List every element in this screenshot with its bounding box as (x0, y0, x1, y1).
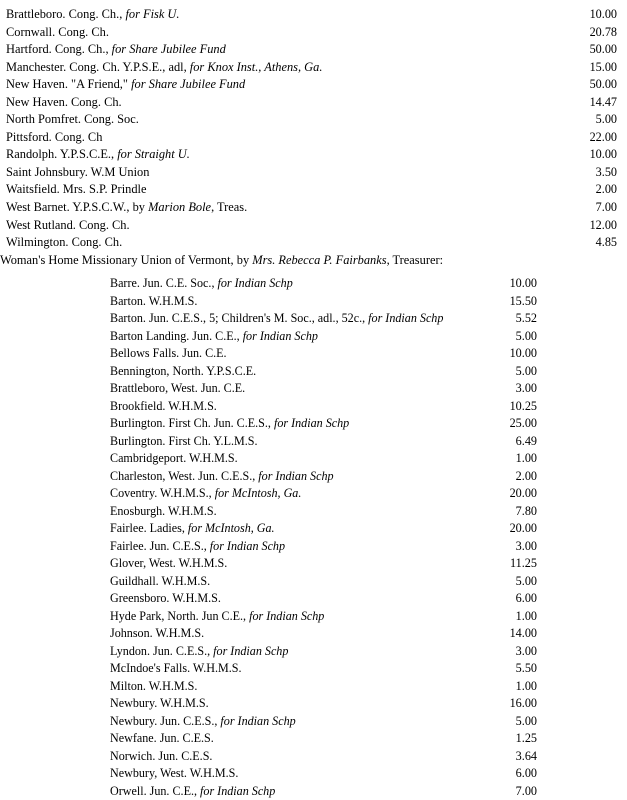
entry-label (6, 6, 179, 24)
entry-row (110, 660, 619, 678)
entry-label (6, 76, 245, 94)
entry-label-text: Saint Johnsbury. W.M Union (6, 164, 150, 179)
entry-label-text: Bennington, North. Y.P.S.C.E. (110, 363, 257, 378)
entry-row (110, 450, 619, 468)
entry-label (6, 111, 139, 129)
entry-amount: 12.00 (589, 217, 617, 232)
entry-label (6, 41, 226, 59)
entry-amount: 6.00 (515, 591, 537, 606)
entry-label-text: Bellows Falls. Jun. C.E. (110, 346, 227, 361)
entry-label-text: West Rutland. Cong. Ch. (6, 217, 130, 232)
entry-row (6, 94, 619, 112)
entry-amount: 50.00 (589, 77, 617, 92)
entry-amount: 5.00 (515, 713, 537, 728)
entry-label-text: Enosburgh. W.H.M.S. (110, 503, 217, 518)
entry-label-text: Randolph. Y.P.S.C.E., (6, 147, 118, 162)
entry-amount: 5.00 (595, 112, 617, 127)
entry-label (6, 164, 149, 182)
entry-row (6, 181, 619, 199)
entry-label (6, 129, 102, 147)
entry-row (6, 199, 619, 217)
entry-row (110, 678, 619, 696)
entry-amount: 1.00 (515, 678, 537, 693)
entry-label (6, 217, 130, 235)
entry-designation: for Indian Schp (368, 311, 444, 326)
entry-amount: 3.50 (595, 164, 617, 179)
entry-label (110, 713, 296, 731)
entry-row (110, 783, 619, 800)
entry-row (110, 328, 619, 346)
entry-amount: 10.00 (509, 346, 537, 361)
entry-label (6, 199, 247, 217)
entry-label (110, 345, 227, 363)
entry-designation: for Share Jubilee Fund (131, 77, 246, 92)
entry-label-text: New Haven. "A Friend," (6, 77, 132, 92)
entry-label (110, 608, 324, 626)
entry-row (6, 129, 619, 147)
entry-label-text: Newbury. W.H.M.S. (110, 696, 209, 711)
entry-label (110, 328, 318, 346)
entry-label (110, 643, 288, 661)
entry-amount: 10.00 (589, 7, 617, 21)
entry-row (110, 695, 619, 713)
entry-designation: for Indian Schp (220, 713, 296, 728)
entry-row (110, 345, 619, 363)
entry-amount: 11.25 (510, 556, 537, 571)
entry-row (110, 643, 619, 661)
entry-row (110, 573, 619, 591)
entry-amount: 2.00 (595, 182, 617, 197)
entry-label-text: New Haven. Cong. Ch. (6, 94, 122, 109)
entry-label (110, 590, 221, 608)
entry-row (110, 503, 619, 521)
entry-row (110, 538, 619, 556)
entry-row (110, 555, 619, 573)
entry-designation: for Straight U. (117, 147, 190, 162)
entry-amount: 7.00 (515, 783, 537, 798)
entry-label (110, 695, 209, 713)
entry-designation: for Indian Schp (242, 328, 318, 343)
entry-row (110, 713, 619, 731)
entry-designation: for Share Jubilee Fund (111, 42, 226, 57)
entry-amount: 50.00 (589, 42, 617, 57)
entry-amount: 3.00 (515, 643, 537, 658)
entry-label (110, 730, 214, 748)
entry-label-text: North Pomfret. Cong. Soc. (6, 112, 139, 127)
entry-amount: 22.00 (589, 129, 617, 144)
entry-label-text: Cambridgeport. W.H.M.S. (110, 451, 238, 466)
entry-label-text: Burlington. First Ch. Jun. C.E.S., (110, 416, 274, 431)
entry-row (110, 590, 619, 608)
entry-label-text: Pittsford. Cong. Ch (6, 129, 103, 144)
entry-label (110, 310, 443, 328)
entry-label-text: Newfane. Jun. C.E.S. (110, 731, 214, 746)
entry-row (110, 765, 619, 783)
entry-designation: for Knox Inst., Athens, Ga. (189, 59, 323, 74)
entry-row (110, 380, 619, 398)
entry-row (110, 293, 619, 311)
entry-label-text: Fairlee. Ladies, (110, 521, 188, 536)
entry-amount: 25.00 (509, 416, 537, 431)
entry-label-text: Johnson. W.H.M.S. (110, 626, 205, 641)
entry-designation: for Indian Schp (258, 468, 334, 483)
entry-label (110, 468, 334, 486)
entry-designation: for McIntosh, Ga. (187, 521, 275, 536)
entry-row (6, 76, 619, 94)
entry-row (110, 275, 619, 293)
entry-label (110, 503, 217, 521)
entry-label (6, 181, 146, 199)
entry-label (110, 520, 275, 538)
entry-label-text: Newbury, West. W.H.M.S. (110, 766, 239, 781)
entry-amount: 6.00 (515, 766, 537, 781)
entry-label (110, 555, 227, 573)
entry-designation: for Indian Schp (249, 608, 325, 623)
entry-amount: 10.25 (509, 398, 537, 413)
section-heading-prefix: Woman's Home Missionary Union of Vermont, by (0, 252, 253, 267)
entry-label (110, 450, 238, 468)
entry-row (6, 59, 619, 77)
section-heading-suffix: , Treasurer: (386, 252, 444, 267)
entry-designation: for Indian Schp (200, 783, 276, 798)
entry-designation: for Indian Schp (273, 416, 350, 431)
entry-label (6, 234, 122, 252)
entry-row (6, 234, 619, 252)
entry-label-text: Coventry. W.H.M.S., (110, 486, 215, 501)
entry-label-text: Manchester. Cong. Ch. Y.P.S.E., adl, (6, 59, 190, 74)
entry-amount: 14.47 (589, 94, 617, 109)
entry-label (110, 783, 275, 800)
entry-label-tail: , Treas. (211, 200, 248, 215)
entry-amount: 14.00 (509, 626, 537, 641)
section-heading-treasurer: Mrs. Rebecca P. Fairbanks (252, 252, 387, 267)
entry-label (110, 433, 258, 451)
entry-label-text: Brookfield. W.H.M.S. (110, 398, 217, 413)
entry-label-text: Milton. W.H.M.S. (110, 678, 198, 693)
entry-label (110, 538, 285, 556)
entry-row (6, 146, 619, 164)
entry-amount: 3.00 (515, 381, 537, 396)
entry-label (110, 485, 301, 503)
entry-amount: 5.00 (515, 573, 537, 588)
entry-row (110, 748, 619, 766)
womans-union-sub-list (0, 269, 627, 800)
entry-label (110, 765, 238, 783)
entry-row (6, 111, 619, 129)
entry-label-text: McIndoe's Falls. W.H.M.S. (110, 661, 242, 676)
entry-label (110, 415, 349, 433)
entry-label-text: Greensboro. W.H.M.S. (110, 591, 221, 606)
entry-row (6, 41, 619, 59)
entry-label (110, 678, 197, 696)
entry-row (110, 310, 619, 328)
entry-label-text: Wilmington. Cong. Ch. (6, 235, 123, 250)
entry-amount: 2.00 (515, 468, 537, 483)
entry-amount: 10.00 (589, 147, 617, 162)
entry-label-text: Hyde Park, North. Jun C.E., (110, 608, 250, 623)
entry-row (110, 625, 619, 643)
entry-amount: 5.50 (515, 661, 537, 676)
entry-label-text: Newbury. Jun. C.E.S., (110, 713, 221, 728)
entry-amount: 1.00 (515, 608, 537, 623)
entry-label-text: Barton. W.H.M.S. (110, 293, 198, 308)
entry-amount: 7.80 (515, 503, 537, 518)
entry-label (110, 573, 210, 591)
entry-row (110, 608, 619, 626)
entry-designation: for Fisk U. (125, 7, 180, 21)
entry-amount: 20.78 (589, 24, 617, 39)
entry-amount: 4.85 (595, 235, 617, 250)
entry-label (110, 625, 204, 643)
entry-label (110, 275, 293, 293)
entry-label (6, 59, 322, 77)
entry-amount: 1.00 (515, 451, 537, 466)
entry-row (6, 6, 619, 24)
entry-label-text: Lyndon. Jun. C.E.S., (110, 643, 214, 658)
entry-amount: 20.00 (509, 521, 537, 536)
entry-row (110, 485, 619, 503)
entry-designation: for Indian Schp (213, 643, 289, 658)
entry-label-text: Fairlee. Jun. C.E.S., (110, 538, 210, 553)
entry-label-text: Burlington. First Ch. Y.L.M.S. (110, 433, 258, 448)
entry-label-text: Hartford. Cong. Ch., (6, 42, 112, 57)
entry-label-text: Glover, West. W.H.M.S. (110, 556, 228, 571)
entry-amount: 7.00 (595, 200, 617, 215)
entry-label-text: Charleston, West. Jun. C.E.S., (110, 468, 259, 483)
entry-label-text: Waitsfield. Mrs. S.P. Prindle (6, 182, 147, 197)
entry-label (110, 380, 245, 398)
entry-amount: 6.49 (515, 433, 537, 448)
entry-row (6, 164, 619, 182)
entry-designation: for Indian Schp (217, 276, 293, 291)
entry-label (110, 660, 242, 678)
entry-amount: 3.64 (515, 748, 537, 763)
entry-row (6, 24, 619, 42)
entry-amount: 10.00 (509, 276, 537, 291)
entry-row (110, 468, 619, 486)
section-heading (0, 252, 627, 270)
entry-row (110, 433, 619, 451)
entry-amount: 5.52 (515, 311, 537, 326)
entry-label (110, 748, 212, 766)
entry-label (6, 24, 109, 42)
entry-label-text: Brattleboro. Cong. Ch., (6, 7, 126, 21)
entry-row (110, 520, 619, 538)
entry-amount: 1.25 (515, 731, 537, 746)
entry-label-text: Barre. Jun. C.E. Soc., (110, 276, 218, 291)
entry-row (110, 730, 619, 748)
entry-amount: 5.00 (515, 363, 537, 378)
entry-row (110, 398, 619, 416)
entry-designation: for McIntosh, Ga. (214, 486, 302, 501)
entry-amount: 5.00 (515, 328, 537, 343)
entry-label (6, 94, 122, 112)
entry-amount: 15.50 (509, 293, 537, 308)
entry-label (110, 293, 197, 311)
entry-label-text: Guildhall. W.H.M.S. (110, 573, 211, 588)
entry-label-text: Brattleboro, West. Jun. C.E. (110, 381, 246, 396)
entry-amount: 15.00 (589, 59, 617, 74)
entry-designation: Marion Bole (148, 200, 212, 215)
entry-label-text: West Barnet. Y.P.S.C.W., by (6, 200, 149, 215)
entry-label-text: Orwell. Jun. C.E., (110, 783, 201, 798)
entry-amount: 20.00 (509, 486, 537, 501)
entry-row (6, 217, 619, 235)
entry-label (6, 146, 190, 164)
entry-label-text: Cornwall. Cong. Ch. (6, 24, 109, 39)
entry-label (110, 363, 256, 381)
entry-label (110, 398, 217, 416)
entry-amount: 3.00 (515, 538, 537, 553)
entry-designation: for Indian Schp (209, 538, 286, 553)
entry-label-text: Barton. Jun. C.E.S., 5; Children's M. Soc., adl., 52c., (110, 311, 369, 326)
entry-label-text: Norwich. Jun. C.E.S. (110, 748, 213, 763)
entry-row (110, 363, 619, 381)
entry-row (110, 415, 619, 433)
entry-amount: 16.00 (509, 696, 537, 711)
contributions-top-list (0, 0, 627, 252)
entry-label-text: Barton Landing. Jun. C.E., (110, 328, 243, 343)
